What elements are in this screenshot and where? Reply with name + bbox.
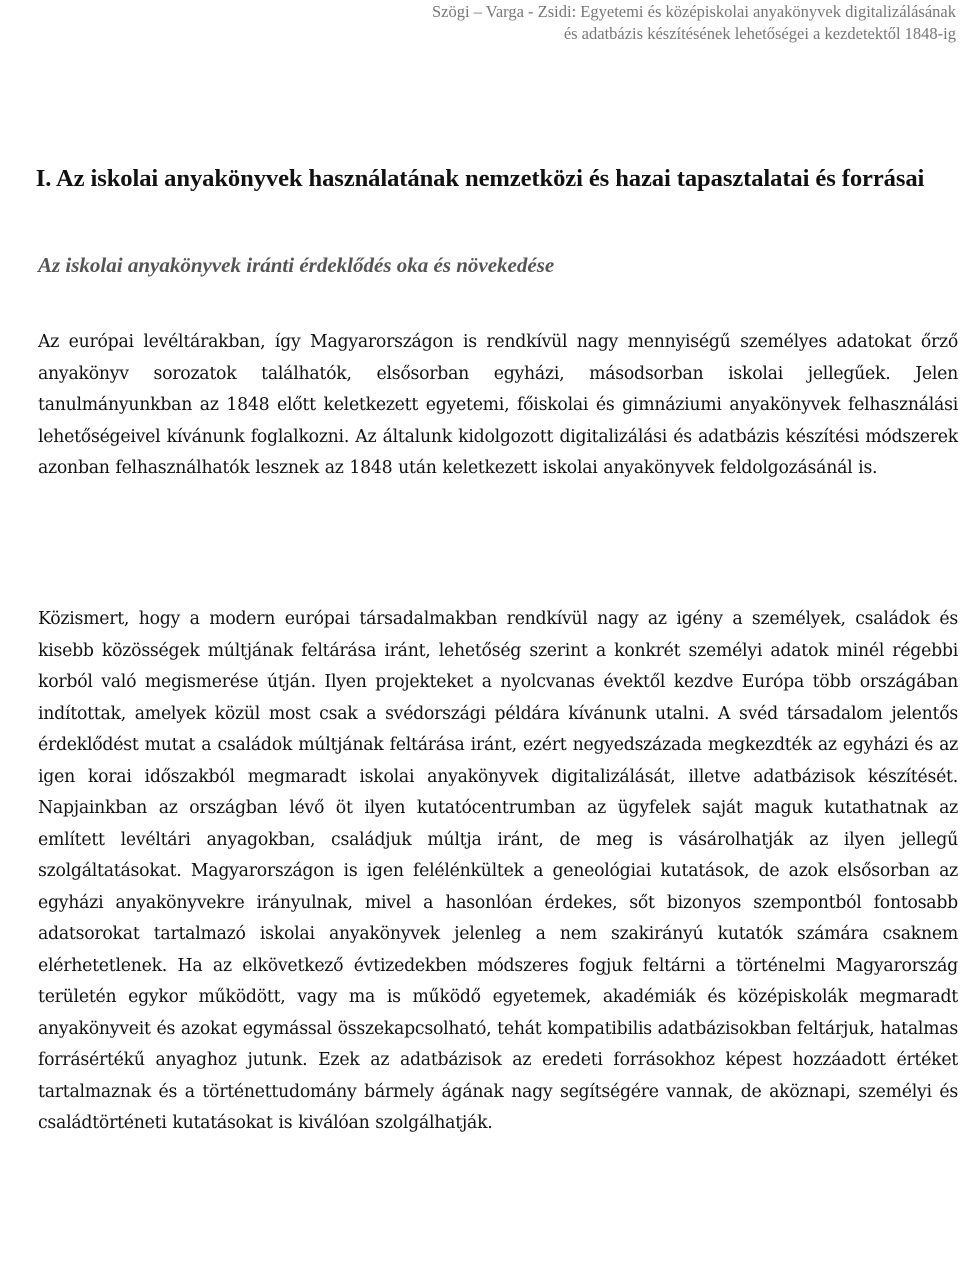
- running-header-line-1: Szögi – Varga - Zsidi: Egyetemi és középiskolai anyakönyvek digitalizálásának: [431, 2, 956, 21]
- running-header-line-2: és adatbázis készítésének lehetőségei a kezdetektől 1848-ig: [563, 24, 956, 43]
- section-title: Az iskolai anyakönyvek iránti érdeklődés oka és növekedése: [38, 253, 555, 277]
- document-page: [35, 0, 958, 1133]
- chapter-title: I. Az iskolai anyakönyvek használatának nemzetközi és hazai tapasztalatai és forrásai: [35, 165, 925, 192]
- body-paragraph-1: Az európai levéltárakban, így Magyarországon is rendkívül nagy mennyiségű személyes adatokat őrző anyakönyv sorozatok találhatók, elsősorban egyházi, másodsorban iskolai jellegűek. Jelen tanulmányunkban az 1848 előtt keletkezett egyetemi, főiskolai és gimnáziumi anyakönyvek felhasználási lehetőségeivel kívánunk foglalkozni. Az általunk kidolgozott digitalizálási és adatbázis készítési módszerek azonban felhasználhatók lesznek az 1848 után keletkezett iskolai anyakönyvek feldolgozásánál is.: [38, 332, 958, 478]
- running-header: [38, 0, 958, 45]
- body-paragraph-2: Közismert, hogy a modern európai társadalmakban rendkívül nagy az igény a személyek, családok és kisebb közösségek múltjának feltárása iránt, lehetőség szerint a konkrét személyi adatok minél régebbi korból való megismerése útján. Ilyen projekteket a nyolcvanas évektől kezdve Európa több országában indítottak, amelyek közül most csak a svédországi példára kívánunk utalni. A svéd társadalom jelentős érdeklődést mutat a családok múltjának feltárása iránt, ezért negyedszázada megkezdték az egyházi és az igen korai időszakból megmaradt iskolai anyakönyvek digitalizálását, illetve adatbázisok készítését. Napjainkban az országban lévő öt ilyen kutatócentrumban az ügyfelek saját maguk kutathatnak az említett levéltári anyagokban, családjuk múltja iránt, de meg is vásárolhatják az ilyen jellegű szolgáltatásokat. Magyarországon is igen felélénkültek a geneológiai kutatások, de azok elsősorban az egyházi anyakönyvekre irányulnak, mivel a hasonlóan érdekes, sőt bizonyos szempontból fontosabb adatsorokat tartalmazó iskolai anyakönyvek jelenleg a nem szakirányú kutatók számára csaknem elérhetetlenek. Ha az elkövetkező évtizedekben módszeres fogjuk feltárni a történelmi Magyarország területén egykor működött, vagy ma is működő egyetemek, akadémiák és középiskolák megmaradt anyakönyveit és azokat egymással összekapcsolható, tehát kompatibilis adatbázisokban feltárjuk, hatalmas forrásértékű anyaghoz jutunk. Ezek az adatbázisok az eredeti forrásokhoz képest hozzáadott értéket tartalmaznak és a történettudomány bármely ágának nagy segítségére vannak, de aköznapi, személyi és családtörténeti kutatásokat is kiválóan szolgálhatják.: [38, 609, 958, 1133]
